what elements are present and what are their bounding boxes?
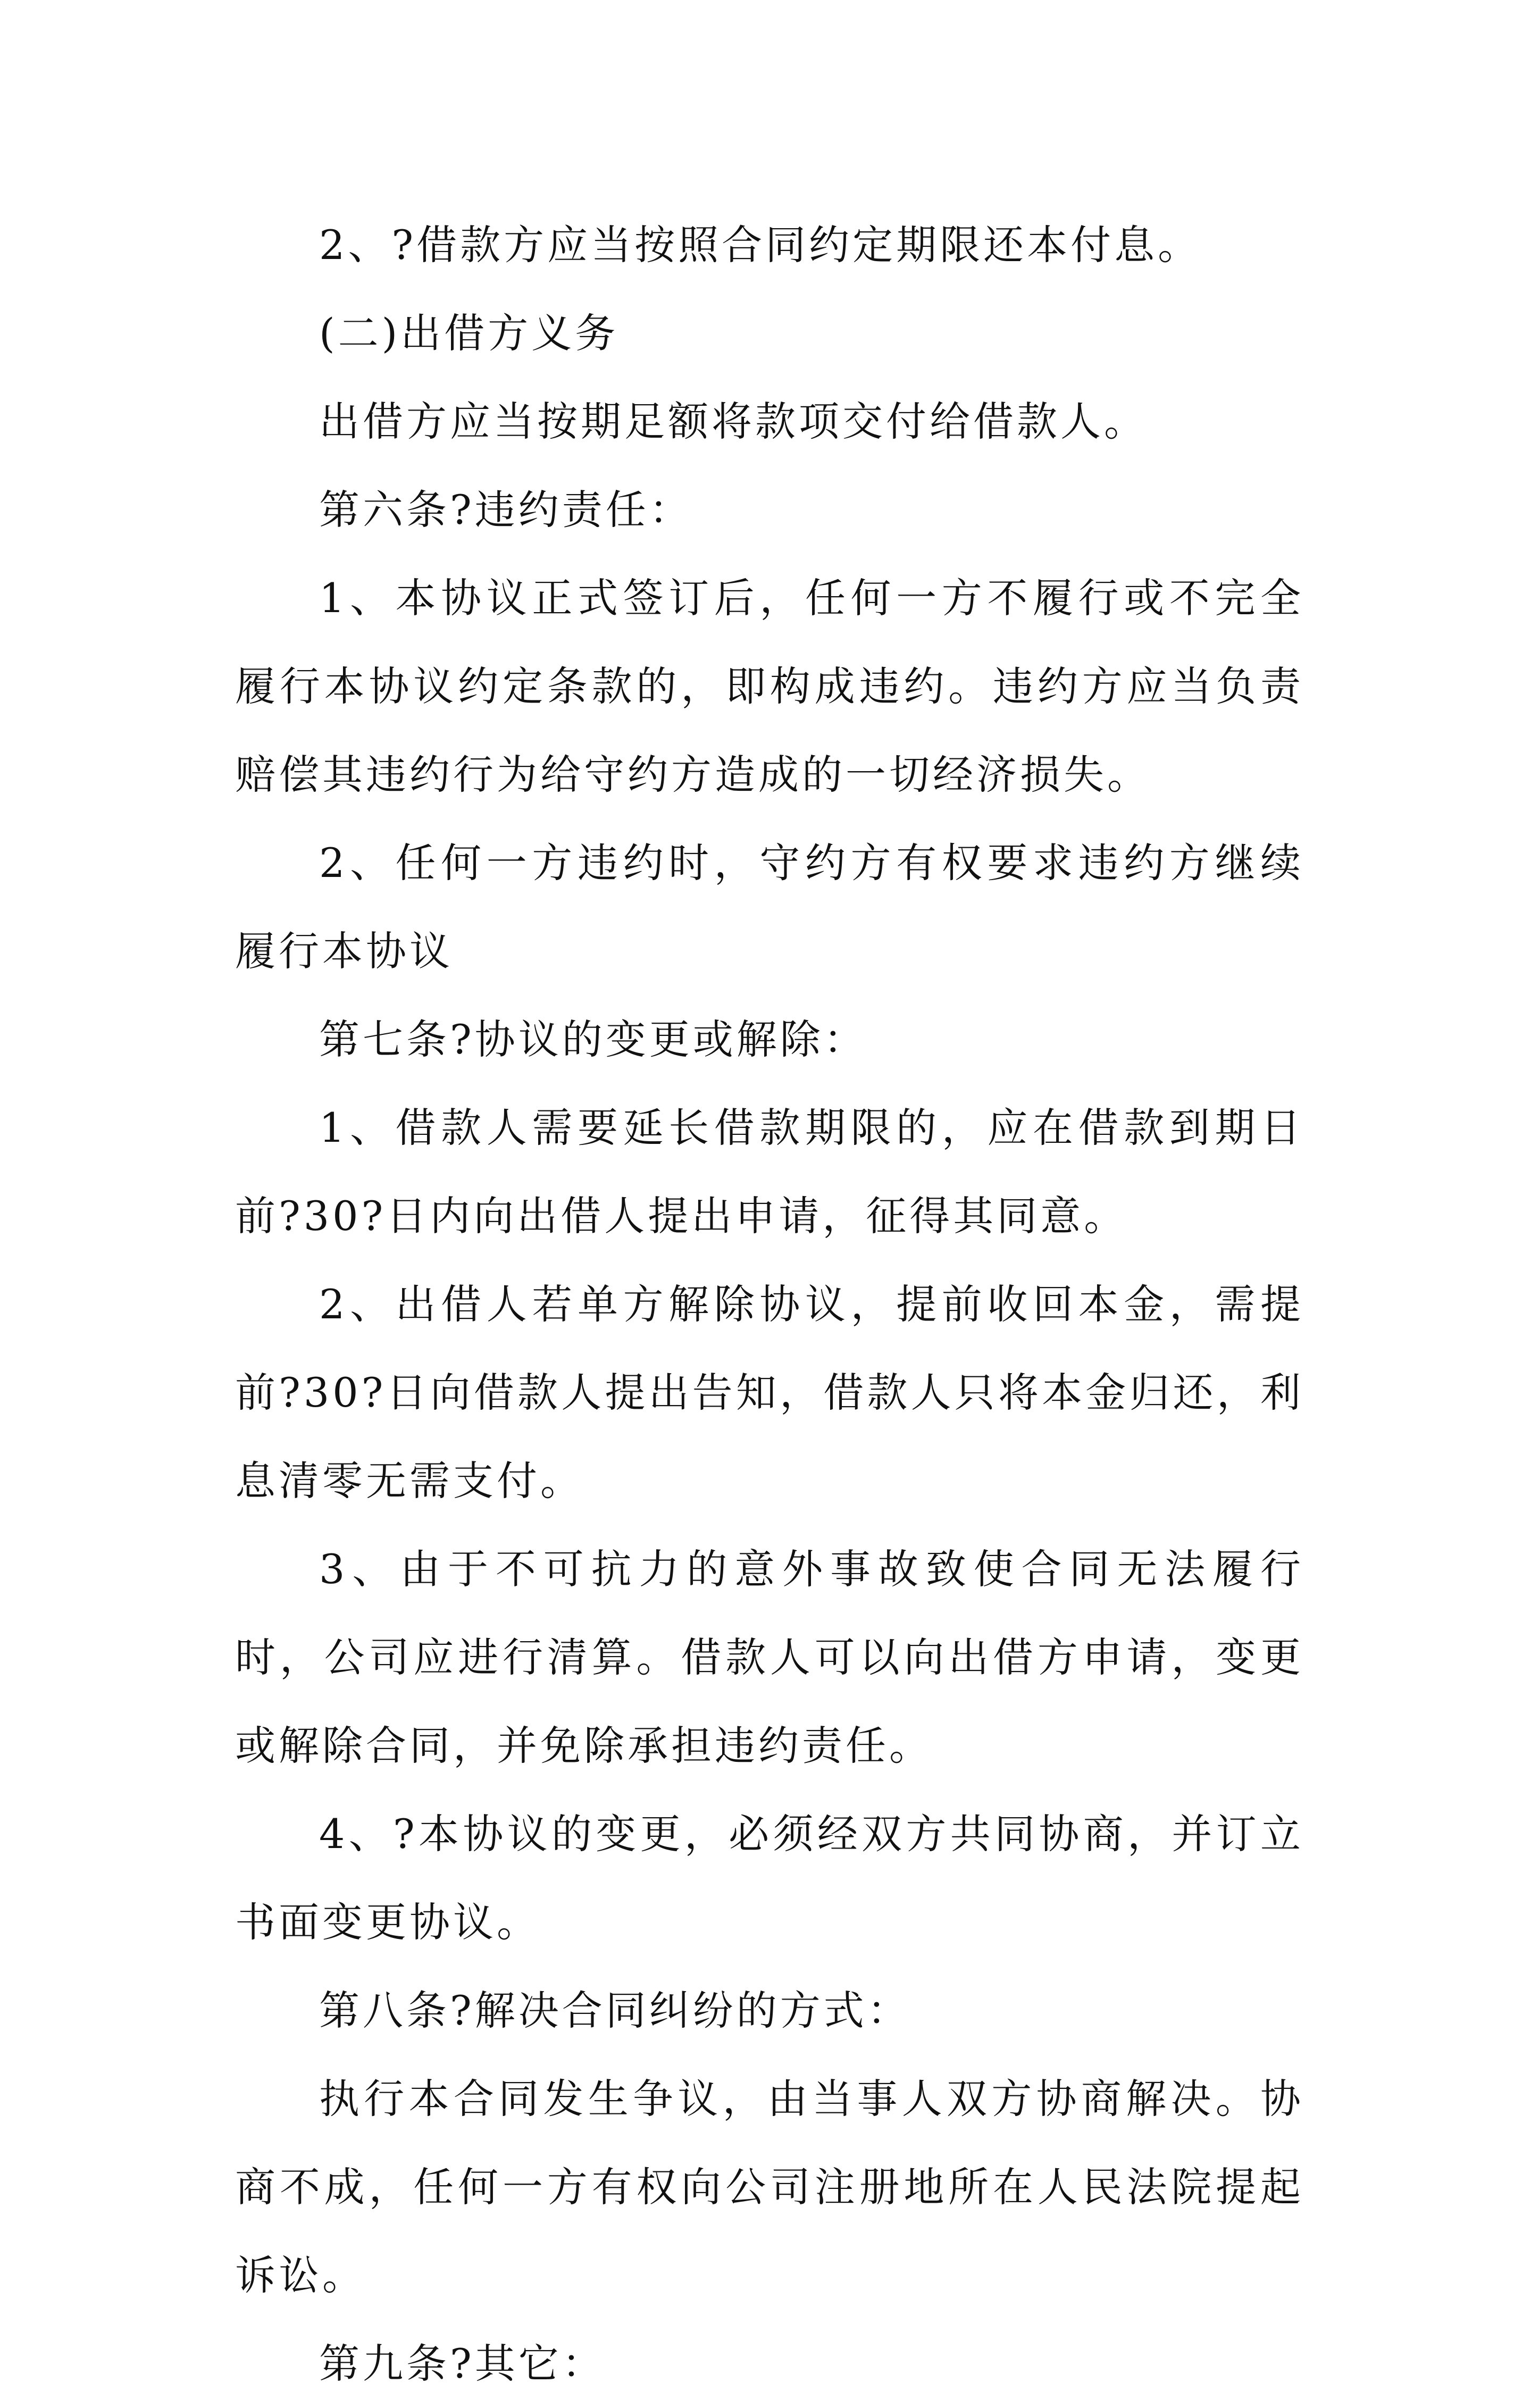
article-6-clause-2: 2、任何一方违约时，守约方有权要求违约方继续履行本协议 — [235, 839, 1304, 975]
document-body — [235, 201, 1304, 2408]
article-7-clause-1: 1、借款人需要延长借款期限的，应在借款到期日前?30?日内向出借人提出申请，征得其同意。 — [235, 1104, 1304, 1240]
article-7-heading: 第七条?协议的变更或解除： — [319, 1016, 867, 1063]
article-8-text: 执行本合同发生争议，由当事人双方协商解决。协商不成，任何一方有权向公司注册地所在人民法院提起诉讼。 — [235, 2075, 1304, 2299]
article-9-heading: 第九条?其它： — [319, 2340, 606, 2387]
article-8-heading: 第八条?解决合同纠纷的方式： — [319, 1987, 911, 2034]
article-6-clause-1: 1、本协议正式签订后，任何一方不履行或不完全履行本协议约定条款的，即构成违约。违约方应当负责赔偿其违约行为给守约方造成的一切经济损失。 — [235, 574, 1304, 798]
paragraph-repayment-obligation: 2、?借款方应当按照合同约定期限还本付息。 — [319, 221, 1202, 269]
article-6-heading: 第六条?违约责任： — [319, 486, 693, 533]
article-7-clause-4: 4、?本协议的变更，必须经双方共同协商，并订立书面变更协议。 — [235, 1810, 1304, 1946]
article-7-clause-2: 2、出借人若单方解除协议，提前收回本金，需提前?30?日向借款人提出告知，借款人只将本金归还，利息清零无需支付。 — [235, 1281, 1304, 1504]
article-7-clause-3: 3、由于不可抗力的意外事故致使合同无法履行时，公司应进行清算。借款人可以向出借方申请，变更或解除合同，并免除承担违约责任。 — [235, 1545, 1304, 1769]
section-lender-obligations-heading: (二)出借方义务 — [319, 310, 619, 357]
paragraph-lender-obligation: 出借方应当按期足额将款项交付给借款人。 — [319, 398, 1148, 445]
